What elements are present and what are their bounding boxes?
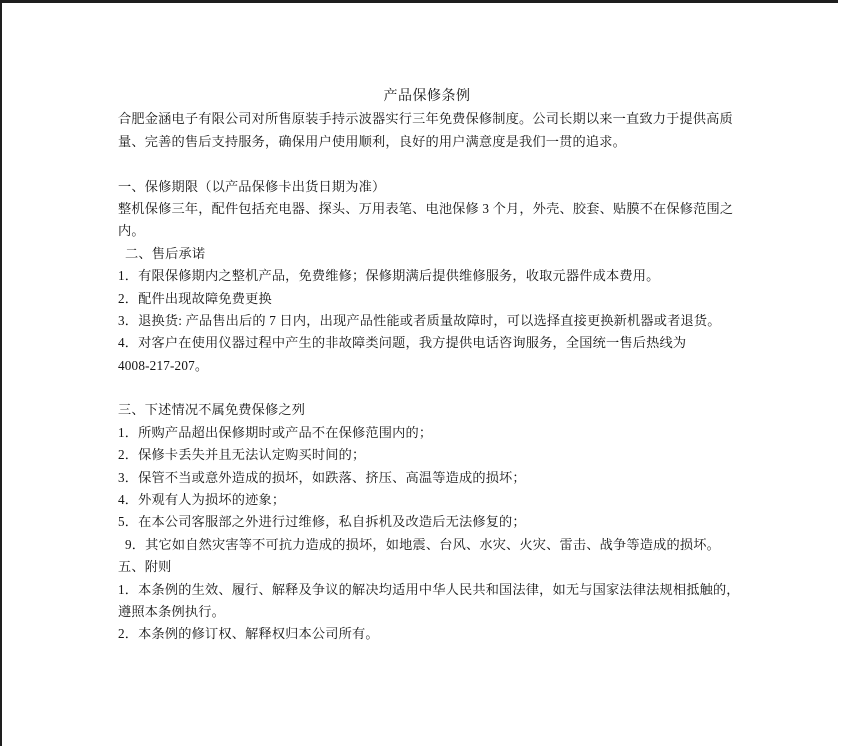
document-line: 9．其它如自然灾害等不可抗力造成的损坏，如地震、台风、水灾、火灾、雷击、战争等造成的损坏。 <box>125 536 720 552</box>
document-line: 2．本条例的修订权、解释权归本公司所有。 <box>118 626 379 642</box>
document-line: 遵照本条例执行。 <box>118 603 225 619</box>
document-line: 三、下述情况不属免费保修之列 <box>118 402 306 418</box>
document-line: 二、售后承诺 <box>125 245 206 261</box>
document-line: 4008-217-207。 <box>118 357 209 373</box>
document-line: 5．在本公司客服部之外进行过维修，私自拆机及改造后无法修复的； <box>118 514 526 530</box>
document-line: 内。 <box>118 223 145 239</box>
document-line: 1．本条例的生效、履行、解释及争议的解决均适用中华人民共和国法律，如无与国家法律法规相抵触的， <box>118 581 740 597</box>
blank-line <box>118 153 736 175</box>
document-line: 4．对客户在使用仪器过程中产生的非故障类问题，我方提供电话咨询服务，全国统一售后热线为 <box>118 335 687 351</box>
page-left-border <box>0 0 2 746</box>
page-top-border <box>0 0 838 3</box>
document-line: 合肥金涵电子有限公司对所售原装手持示波器实行三年免费保修制度。公司长期以来一直致力于提供高质 <box>118 111 733 127</box>
document-line: 3．退换货: 产品售出后的 7 日内，出现产品性能或者质量故障时，可以选择直接更换新机器或者退货。 <box>118 312 721 328</box>
document-line: 3．保管不当或意外造成的损坏，如跌落、挤压、高温等造成的损坏； <box>118 469 526 485</box>
document-line: 1．所购产品超出保修期时或产品不在保修范围内的； <box>118 424 433 440</box>
document-title: 产品保修条例 <box>383 89 471 104</box>
document-line: 1．有限保修期内之整机产品，免费维修；保修期满后提供维修服务，收取元器件成本费用。 <box>118 268 660 284</box>
blank-line <box>118 377 736 399</box>
document-line: 量、完善的售后支持服务，确保用户使用顺利，良好的用户满意度是我们一贯的追求。 <box>118 133 626 149</box>
document-line: 五、附则 <box>118 559 172 575</box>
document-line: 4．外观有人为损坏的迹象； <box>118 492 286 508</box>
document-line: 整机保修三年，配件包括充电器、探头、万用表笔、电池保修 3 个月，外壳、胶套、贴膜不在保修范围之 <box>118 200 734 216</box>
document-line: 2．保修卡丢失并且无法认定购买时间的； <box>118 447 366 463</box>
warranty-document <box>118 86 740 646</box>
document-line: 2．配件出现故障免费更换 <box>118 290 272 306</box>
document-line: 一、保修期限（以产品保修卡出货日期为准） <box>118 178 386 194</box>
